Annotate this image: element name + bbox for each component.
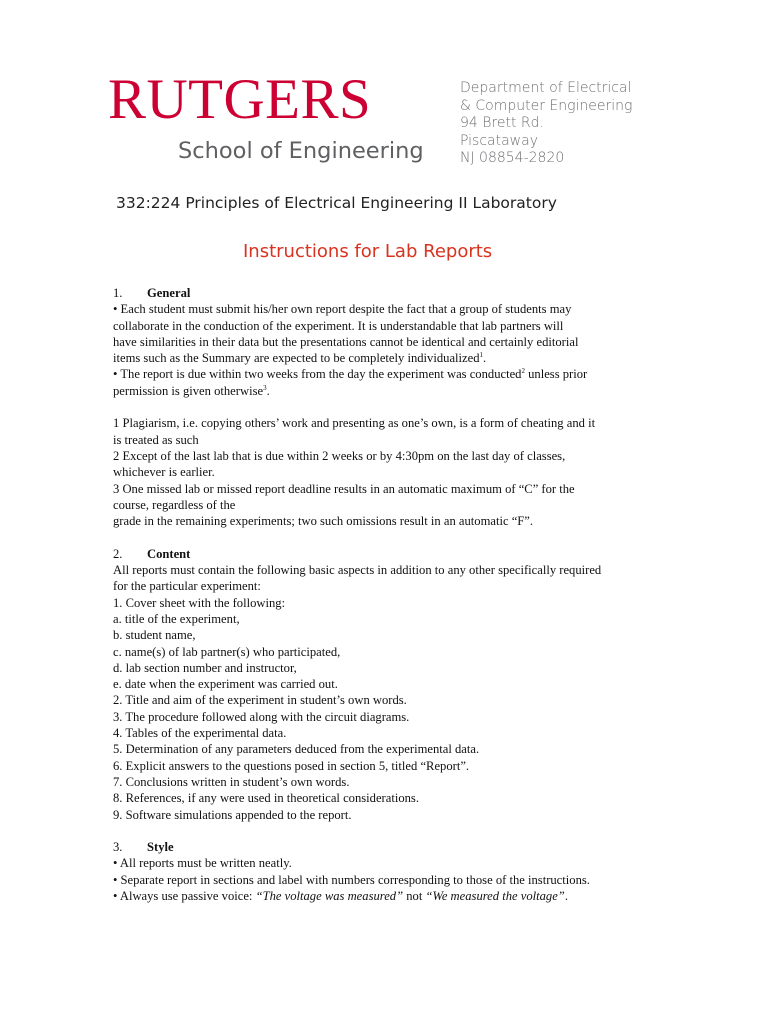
document-title: Instructions for Lab Reports xyxy=(243,241,493,262)
paragraph-text: permission is given otherwise xyxy=(113,383,264,398)
logo-wordmark: RUTGERS xyxy=(108,68,372,131)
section-number: 3. xyxy=(113,840,123,855)
paragraph-line: collaborate in the conduction of the experiment. It is understandable that lab partners will xyxy=(113,318,564,333)
section-title: Content xyxy=(147,546,191,561)
paragraph-line xyxy=(113,366,653,382)
list-item: b. student name, xyxy=(113,628,196,643)
document-body xyxy=(113,285,653,904)
punctuation: . xyxy=(266,383,270,398)
section-heading-general xyxy=(113,285,653,301)
paragraph-line: • Separate report in sections and label with numbers corresponding to those of the instructions. xyxy=(113,872,590,887)
footnote-ref: 3 xyxy=(263,383,267,392)
paragraph-text: • Always use passive voice: xyxy=(113,888,256,903)
list-item: 4. Tables of the experimental data. xyxy=(113,726,287,741)
paragraph-line: • Each student must submit his/her own report despite the fact that a group of students may xyxy=(113,302,572,317)
logo-subtitle: School of Engineering xyxy=(178,138,424,164)
section-heading-content xyxy=(113,546,653,562)
paragraph-line xyxy=(113,888,653,904)
list-item: d. lab section number and instructor, xyxy=(113,660,297,675)
list-item: 6. Explicit answers to the questions posed in section 5, titled “Report”. xyxy=(113,758,470,773)
footnote-line: is treated as such xyxy=(113,432,199,447)
list-item: 7. Conclusions written in student’s own words. xyxy=(113,774,350,789)
section-title: Style xyxy=(147,840,174,855)
list-item: c. name(s) of lab partner(s) who participated, xyxy=(113,644,341,659)
paragraph-line: for the particular experiment: xyxy=(113,579,261,594)
example-active: “We measured the voltage” xyxy=(425,888,565,903)
section-number: 1. xyxy=(113,286,123,300)
footnote-line: grade in the remaining experiments; two such omissions result in an automatic “F”. xyxy=(113,514,534,529)
footnote-line: course, regardless of the xyxy=(113,497,236,512)
department-address xyxy=(460,80,632,168)
footnote-ref: 2 xyxy=(521,367,525,376)
section-heading-style xyxy=(113,839,653,855)
footnote-line: 1 Plagiarism, i.e. copying others’ work and presenting as one’s own, is a form of cheating and it xyxy=(113,416,596,431)
address-line: & Computer Engineering xyxy=(460,97,633,114)
footnote-line: 2 Except of the last lab that is due within 2 weeks or by 4:30pm on the last day of classes, xyxy=(113,448,566,463)
paragraph-line: have similarities in their data but the presentations cannot be identical and certainly editorial xyxy=(113,334,579,349)
paragraph-text: not xyxy=(403,888,426,903)
address-line: NJ 08854-2820 xyxy=(460,150,565,166)
list-item: 9. Software simulations appended to the report. xyxy=(113,807,352,822)
address-line: Department of Electrical xyxy=(460,80,632,96)
course-title: 332:224 Principles of Electrical Engineering II Laboratory xyxy=(116,194,557,212)
list-item: 8. References, if any were used in theoretical considerations. xyxy=(113,791,419,806)
footnote-line: whichever is earlier. xyxy=(113,465,215,480)
footnote-ref: 1 xyxy=(479,351,484,360)
paragraph-text: unless prior xyxy=(524,367,588,382)
paragraph-line xyxy=(113,350,653,366)
section-number: 2. xyxy=(113,546,123,561)
list-item: 3. The procedure followed along with the circuit diagrams. xyxy=(113,709,410,724)
punctuation: . xyxy=(483,351,487,366)
punctuation: . xyxy=(564,888,568,903)
list-item: e. date when the experiment was carried out. xyxy=(113,677,338,692)
list-item: 2. Title and aim of the experiment in student’s own words. xyxy=(113,693,407,708)
list-item: 1. Cover sheet with the following: xyxy=(113,595,286,610)
list-item: 5. Determination of any parameters deduced from the experimental data. xyxy=(113,742,480,757)
paragraph-line: • All reports must be written neatly. xyxy=(113,856,292,871)
paragraph-text: • The report is due within two weeks from the day the experiment was conducted xyxy=(113,367,522,382)
address-line: Piscataway xyxy=(460,132,538,149)
paragraph-line: All reports must contain the following basic aspects in addition to any other specifically required xyxy=(113,563,602,578)
paragraph-text: items such as the Summary are expected to be completely individualized xyxy=(113,351,480,366)
footnote-line: 3 One missed lab or missed report deadline results in an automatic maximum of “C” for the xyxy=(113,481,575,496)
example-passive: “The voltage was measured” xyxy=(255,888,404,903)
section-title: General xyxy=(147,286,191,300)
address-line: 94 Brett Rd. xyxy=(460,115,544,131)
list-item: a. title of the experiment, xyxy=(113,611,240,626)
paragraph-line xyxy=(113,383,653,399)
